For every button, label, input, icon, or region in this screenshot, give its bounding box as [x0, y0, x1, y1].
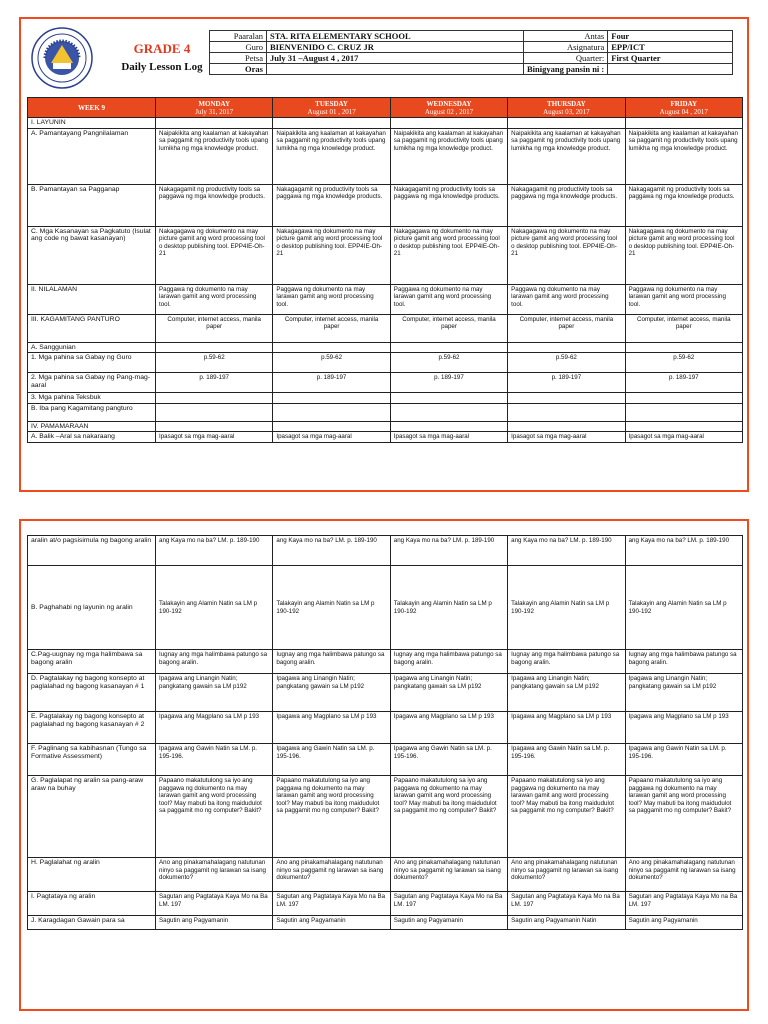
- lesson-grid-1: [27, 97, 743, 443]
- day-cell: Sagutan ang Pagtataya Kaya Mo na Ba LM. 197: [273, 892, 390, 916]
- day-cell: [390, 421, 507, 432]
- day-cell: p. 189-197: [156, 373, 273, 393]
- lesson-row: [28, 403, 743, 421]
- day-cell: Computer, internet access, manila paper: [625, 314, 742, 342]
- petsa-value: July 31 –August 4 , 2017: [267, 53, 524, 64]
- lesson-row: [28, 566, 743, 650]
- day-cell: [508, 342, 625, 353]
- day-cell: Nakagagawa ng dokumento na may picture gamit ang word processing tool o desktop publishing tool. EPP4IE-Oh-21: [273, 226, 390, 284]
- day-cell: Computer, internet access, manila paper: [273, 314, 390, 342]
- day-cell: Sagutan ang Pagtataya Kaya Mo na Ba LM. 197: [508, 892, 625, 916]
- day-cell: Ipagawa ang Magplano sa LM p 193: [390, 712, 507, 744]
- day-cell: Naipakikita ang kaalaman at kakayahan sa paggamit ng productivity tools upang lumikha ng mga knowledge product.: [390, 128, 507, 184]
- day-cell: Papaano makatutulong sa iyo ang paggawa ng dokumento na may larawan gamit ang word processing tool? May mabuti ba itong maidudulot sa paggamit mo ng computer? Bakit?: [156, 776, 273, 858]
- day-cell: Paggawa ng dokumento na may larawan gamit ang word processing tool.: [390, 284, 507, 314]
- lesson-row: [28, 432, 743, 443]
- day-header: FRIDAY August 04 , 2017: [625, 98, 742, 118]
- day-cell: [156, 421, 273, 432]
- day-cell: [625, 403, 742, 421]
- row-label: 1. Mga pahina sa Gabay ng Guro: [28, 353, 156, 373]
- row-label: I. Pagtataya ng aralin: [28, 892, 156, 916]
- row-label: C.Pag-uugnay ng mga halimbawa sa bagong aralin: [28, 650, 156, 674]
- lesson-row: [28, 184, 743, 226]
- row-label: C. Mga Kasanayan sa Pagkatuto (Isulat ang code ng bawat kasanayan): [28, 226, 156, 284]
- day-cell: Ano ang pinakamahalagang natutunan ninyo sa paggamit ng larawan sa isang dokumento?: [273, 858, 390, 892]
- day-cell: Paggawa ng dokumento na may larawan gamit ang word processing tool.: [156, 284, 273, 314]
- day-cell: [625, 421, 742, 432]
- day-cell: Nakagagawa ng dokumento na may picture gamit ang word processing tool o desktop publishing tool. EPP4IE-Oh-21: [508, 226, 625, 284]
- guro-value: BIENVENIDO C. CRUZ JR: [267, 42, 524, 53]
- day-cell: [625, 118, 742, 129]
- row-label: H. Paglalahat ng aralin: [28, 858, 156, 892]
- day-cell: Ipagawa ang Linangin Natin; pangkatang gawain sa LM p192: [390, 674, 507, 712]
- lesson-row: [28, 373, 743, 393]
- row-label: G. Paglalapat ng aralin sa pang-araw araw na buhay: [28, 776, 156, 858]
- day-cell: Ipasagot sa mga mag-aaral: [625, 432, 742, 443]
- day-cell: Ipagawa ang Magplano sa LM p 193: [156, 712, 273, 744]
- day-cell: Iugnay ang mga halimbawa patungo sa bagong aralin.: [508, 650, 625, 674]
- row-label: A. Sanggunian: [28, 342, 156, 353]
- row-label: J. Karagdagan Gawain para sa: [28, 916, 156, 930]
- guro-label: Guro: [210, 42, 267, 53]
- row-label: A. Balik –Aral sa nakaraang: [28, 432, 156, 443]
- asignatura-label: Asignatura: [524, 42, 608, 53]
- day-cell: Talakayin ang Alamin Natin sa LM p 190-192: [390, 566, 507, 650]
- oras-value: [267, 64, 524, 75]
- day-cell: Sagutin ang Pagyamanin: [625, 916, 742, 930]
- lesson-row: [28, 892, 743, 916]
- day-cell: Ano ang pinakamahalagang natutunan ninyo sa paggamit ng larawan sa isang dokumento?: [508, 858, 625, 892]
- row-label: A. Pamantayang Pangnilalaman: [28, 128, 156, 184]
- day-cell: [273, 342, 390, 353]
- day-cell: Ipagawa ang Magplano sa LM p 193: [625, 712, 742, 744]
- day-header: THURSDAY August 03, 2017: [508, 98, 625, 118]
- day-cell: Iugnay ang mga halimbawa patungo sa bagong aralin.: [273, 650, 390, 674]
- day-cell: [625, 342, 742, 353]
- row-label: 3. Mga pahina Teksbuk: [28, 393, 156, 404]
- day-cell: Naipakikita ang kaalaman at kakayahan sa paggamit ng productivity tools upang lumikha ng mga knowledge product.: [156, 128, 273, 184]
- day-cell: ang Kaya mo na ba? LM. p. 189-190: [273, 536, 390, 566]
- lesson-row: [28, 393, 743, 404]
- day-cell: Nakagagawa ng dokumento na may picture gamit ang word processing tool o desktop publishing tool. EPP4IE-Oh-21: [156, 226, 273, 284]
- antas-label: Antas: [524, 31, 608, 42]
- day-cell: Ipagawa ang Magplano sa LM p 193: [508, 712, 625, 744]
- day-cell: Ipasagot sa mga mag-aaral: [508, 432, 625, 443]
- row-label: aralin at/o pagsisimula ng bagong aralin: [28, 536, 156, 566]
- day-cell: Ipasagot sa mga mag-aaral: [273, 432, 390, 443]
- day-cell: Ipasagot sa mga mag-aaral: [390, 432, 507, 443]
- day-cell: Nakagagamit ng productivity tools sa paggawa ng mga knowledge products.: [156, 184, 273, 226]
- day-cell: p.59-62: [625, 353, 742, 373]
- day-cell: [156, 118, 273, 129]
- day-cell: Ipagawa ang Gawin Natin sa LM. p. 195-196.: [508, 744, 625, 776]
- day-cell: Naipakikita ang kaalaman at kakayahan sa paggamit ng productivity tools upang lumikha ng mga knowledge product.: [508, 128, 625, 184]
- day-cell: p. 189-197: [508, 373, 625, 393]
- day-cell: p. 189-197: [273, 373, 390, 393]
- lesson-row: [28, 858, 743, 892]
- day-cell: [156, 342, 273, 353]
- row-label: F. Paglinang sa kabihasnan (Tungo sa Formative Assessment): [28, 744, 156, 776]
- paaralan-label: Paaralan: [210, 31, 267, 42]
- day-cell: Ano ang pinakamahalagang natutunan ninyo sa paggamit ng larawan sa isang dokumento?: [390, 858, 507, 892]
- day-cell: Paggawa ng dokumento na may larawan gamit ang word processing tool.: [508, 284, 625, 314]
- row-label: I. LAYUNIN: [28, 118, 156, 129]
- day-cell: Paggawa ng dokumento na may larawan gamit ang word processing tool.: [273, 284, 390, 314]
- day-cell: Ipagawa ang Magplano sa LM p 193: [273, 712, 390, 744]
- day-cell: Nakagagamit ng productivity tools sa paggawa ng mga knowledge products.: [508, 184, 625, 226]
- day-cell: Computer, internet access, manila paper: [156, 314, 273, 342]
- bigyang-pansin-value: [608, 64, 733, 75]
- lesson-row: [28, 128, 743, 184]
- day-cell: [156, 393, 273, 404]
- lesson-log-page-2: [19, 519, 749, 1011]
- row-label: II. NILALAMAN: [28, 284, 156, 314]
- asignatura-value: EPP/ICT: [608, 42, 733, 53]
- quarter-label: Quarter:: [524, 53, 608, 64]
- lesson-row: [28, 650, 743, 674]
- day-cell: Talakayin ang Alamin Natin sa LM p 190-192: [508, 566, 625, 650]
- lesson-row: [28, 916, 743, 930]
- lesson-row: [28, 342, 743, 353]
- day-cell: Talakayin ang Alamin Natin sa LM p 190-192: [625, 566, 742, 650]
- day-cell: Computer, internet access, manila paper: [390, 314, 507, 342]
- lesson-row: [28, 284, 743, 314]
- day-cell: p. 189-197: [625, 373, 742, 393]
- row-label: III. KAGAMITANG PANTURO: [28, 314, 156, 342]
- day-cell: Ipagawa ang Linangin Natin; pangkatang gawain sa LM p192: [156, 674, 273, 712]
- row-label: B. Pamantayan sa Pagganap: [28, 184, 156, 226]
- lesson-row: [28, 226, 743, 284]
- day-cell: [273, 421, 390, 432]
- day-cell: ang Kaya mo na ba? LM. p. 189-190: [508, 536, 625, 566]
- lesson-row: [28, 744, 743, 776]
- row-label: 2. Mga pahina sa Gabay ng Pang-mag-aaral: [28, 373, 156, 393]
- day-cell: Talakayin ang Alamin Natin sa LM p 190-192: [273, 566, 390, 650]
- lesson-row: [28, 712, 743, 744]
- day-header: TUESDAY August 01 , 2017: [273, 98, 390, 118]
- lesson-row: [28, 536, 743, 566]
- day-cell: p.59-62: [156, 353, 273, 373]
- deped-seal-icon: [31, 27, 93, 89]
- day-cell: [508, 403, 625, 421]
- row-label: D. Pagtalakay ng bagong konsepto at paglalahad ng bagong kasanayan # 1: [28, 674, 156, 712]
- row-label: E. Pagtalakay ng bagong konsepto at paglalahad ng bagong kasanayan # 2: [28, 712, 156, 744]
- lesson-row: [28, 674, 743, 712]
- row-label: B. Iba pang Kagamitang pangturo: [28, 403, 156, 421]
- week-label: WEEK 9: [28, 98, 156, 118]
- lesson-row: [28, 776, 743, 858]
- lesson-row: [28, 421, 743, 432]
- day-cell: Computer, internet access, manila paper: [508, 314, 625, 342]
- day-cell: p. 189-197: [390, 373, 507, 393]
- row-label: IV. PAMAMARAAN: [28, 421, 156, 432]
- day-cell: [273, 118, 390, 129]
- lesson-grid-2: [27, 535, 743, 930]
- lesson-row: [28, 314, 743, 342]
- lesson-log-page-1: [19, 17, 749, 492]
- day-cell: ang Kaya mo na ba? LM. p. 189-190: [390, 536, 507, 566]
- oras-label: Oras: [210, 64, 267, 75]
- day-cell: Sagutin ang Pagyamanin: [273, 916, 390, 930]
- day-cell: Naipakikita ang kaalaman at kakayahan sa paggamit ng productivity tools upang lumikha ng mga knowledge product.: [273, 128, 390, 184]
- row-label: B. Paghahabi ng layunin ng aralin: [28, 566, 156, 650]
- day-cell: [273, 403, 390, 421]
- quarter-value: First Quarter: [608, 53, 733, 64]
- day-cell: Sagutin ang Pagyamanin Natin: [508, 916, 625, 930]
- day-cell: [390, 403, 507, 421]
- day-cell: Papaano makatutulong sa iyo ang paggawa ng dokumento na may larawan gamit ang word processing tool? May mabuti ba itong maidudulot sa paggamit mo ng computer? Bakit?: [508, 776, 625, 858]
- log-title: Daily Lesson Log: [121, 61, 203, 73]
- day-cell: Papaano makatutulong sa iyo ang paggawa ng dokumento na may larawan gamit ang word processing tool? May mabuti ba itong maidudulot sa paggamit mo ng computer? Bakit?: [390, 776, 507, 858]
- day-cell: Ipagawa ang Gawin Natin sa LM. p. 195-196.: [390, 744, 507, 776]
- day-cell: Papaano makatutulong sa iyo ang paggawa ng dokumento na may larawan gamit ang word processing tool? May mabuti ba itong maidudulot sa paggamit mo ng computer? Bakit?: [273, 776, 390, 858]
- day-cell: Ano ang pinakamahalagang natutunan ninyo sa paggamit ng larawan sa isang dokumento?: [625, 858, 742, 892]
- day-cell: Iugnay ang mga halimbawa patungo sa bagong aralin.: [625, 650, 742, 674]
- day-cell: Nakagagamit ng productivity tools sa paggawa ng mga knowledge products.: [625, 184, 742, 226]
- day-cell: Talakayin ang Alamin Natin sa LM p 190-192: [156, 566, 273, 650]
- lesson-row: [28, 353, 743, 373]
- day-cell: Iugnay ang mga halimbawa patungo sa bagong aralin.: [156, 650, 273, 674]
- day-cell: [625, 393, 742, 404]
- day-cell: Nakagagamit ng productivity tools sa paggawa ng mga knowledge products.: [390, 184, 507, 226]
- antas-value: Four: [608, 31, 733, 42]
- day-cell: p.59-62: [273, 353, 390, 373]
- day-cell: [508, 393, 625, 404]
- grade-title: GRADE 4: [133, 41, 191, 56]
- day-cell: Sagutin ang Pagyamanin: [156, 916, 273, 930]
- day-cell: p.59-62: [508, 353, 625, 373]
- day-cell: Sagutan ang Pagtataya Kaya Mo na Ba LM. 197: [625, 892, 742, 916]
- day-cell: Ipagawa ang Gawin Natin sa LM. p. 195-196.: [625, 744, 742, 776]
- day-cell: Ano ang pinakamahalagang natutunan ninyo sa paggamit ng larawan sa isang dokumento?: [156, 858, 273, 892]
- day-cell: [273, 393, 390, 404]
- day-cell: Paggawa ng dokumento na may larawan gamit ang word processing tool.: [625, 284, 742, 314]
- day-cell: Ipagawa ang Linangin Natin; pangkatang gawain sa LM p192: [273, 674, 390, 712]
- day-cell: Iugnay ang mga halimbawa patungo sa bagong aralin.: [390, 650, 507, 674]
- day-cell: Sagutan ang Pagtataya Kaya Mo na Ba LM. 197: [390, 892, 507, 916]
- day-cell: Ipagawa ang Linangin Natin; pangkatang gawain sa LM p192: [508, 674, 625, 712]
- day-cell: Naipakikita ang kaalaman at kakayahan sa paggamit ng productivity tools upang lumikha ng mga knowledge product.: [625, 128, 742, 184]
- day-cell: Nakagagawa ng dokumento na may picture gamit ang word processing tool o desktop publishing tool. EPP4IE-Oh-21: [390, 226, 507, 284]
- day-header: WEDNESDAY August 02 , 2017: [390, 98, 507, 118]
- day-header: MONDAY July 31, 2017: [156, 98, 273, 118]
- paaralan-value: STA. RITA ELEMENTARY SCHOOL: [267, 31, 524, 42]
- day-cell: ang Kaya mo na ba? LM. p. 189-190: [625, 536, 742, 566]
- day-cell: Sagutin ang Pagyamanin: [390, 916, 507, 930]
- day-cell: [390, 393, 507, 404]
- week-header-row: [28, 98, 743, 118]
- day-cell: [508, 118, 625, 129]
- lesson-row: [28, 118, 743, 129]
- day-cell: [508, 421, 625, 432]
- day-cell: Nakagagamit ng productivity tools sa paggawa ng mga knowledge products.: [273, 184, 390, 226]
- day-cell: Ipagawa ang Linangin Natin; pangkatang gawain sa LM p192: [625, 674, 742, 712]
- day-cell: Sagutan ang Pagtataya Kaya Mo na Ba LM. 197: [156, 892, 273, 916]
- day-cell: Ipagawa ang Gawin Natin sa LM. p. 195-196.: [273, 744, 390, 776]
- day-cell: Papaano makatutulong sa iyo ang paggawa ng dokumento na may larawan gamit ang word processing tool? May mabuti ba itong maidudulot sa paggamit mo ng computer? Bakit?: [625, 776, 742, 858]
- day-cell: Ipasagot sa mga mag-aaral: [156, 432, 273, 443]
- day-cell: [390, 342, 507, 353]
- bigyang-pansin-label: Binigyang pansin ni :: [524, 64, 608, 75]
- day-cell: Nakagagawa ng dokumento na may picture gamit ang word processing tool o desktop publishing tool. EPP4IE-Oh-21: [625, 226, 742, 284]
- day-cell: Ipagawa ang Gawin Natin sa LM. p. 195-196.: [156, 744, 273, 776]
- petsa-label: Petsa: [210, 53, 267, 64]
- page-header: [21, 19, 747, 107]
- day-cell: [156, 403, 273, 421]
- day-cell: p.59-62: [390, 353, 507, 373]
- day-cell: [390, 118, 507, 129]
- school-info-table: [209, 30, 733, 75]
- day-cell: ang Kaya mo na ba? LM. p. 189-190: [156, 536, 273, 566]
